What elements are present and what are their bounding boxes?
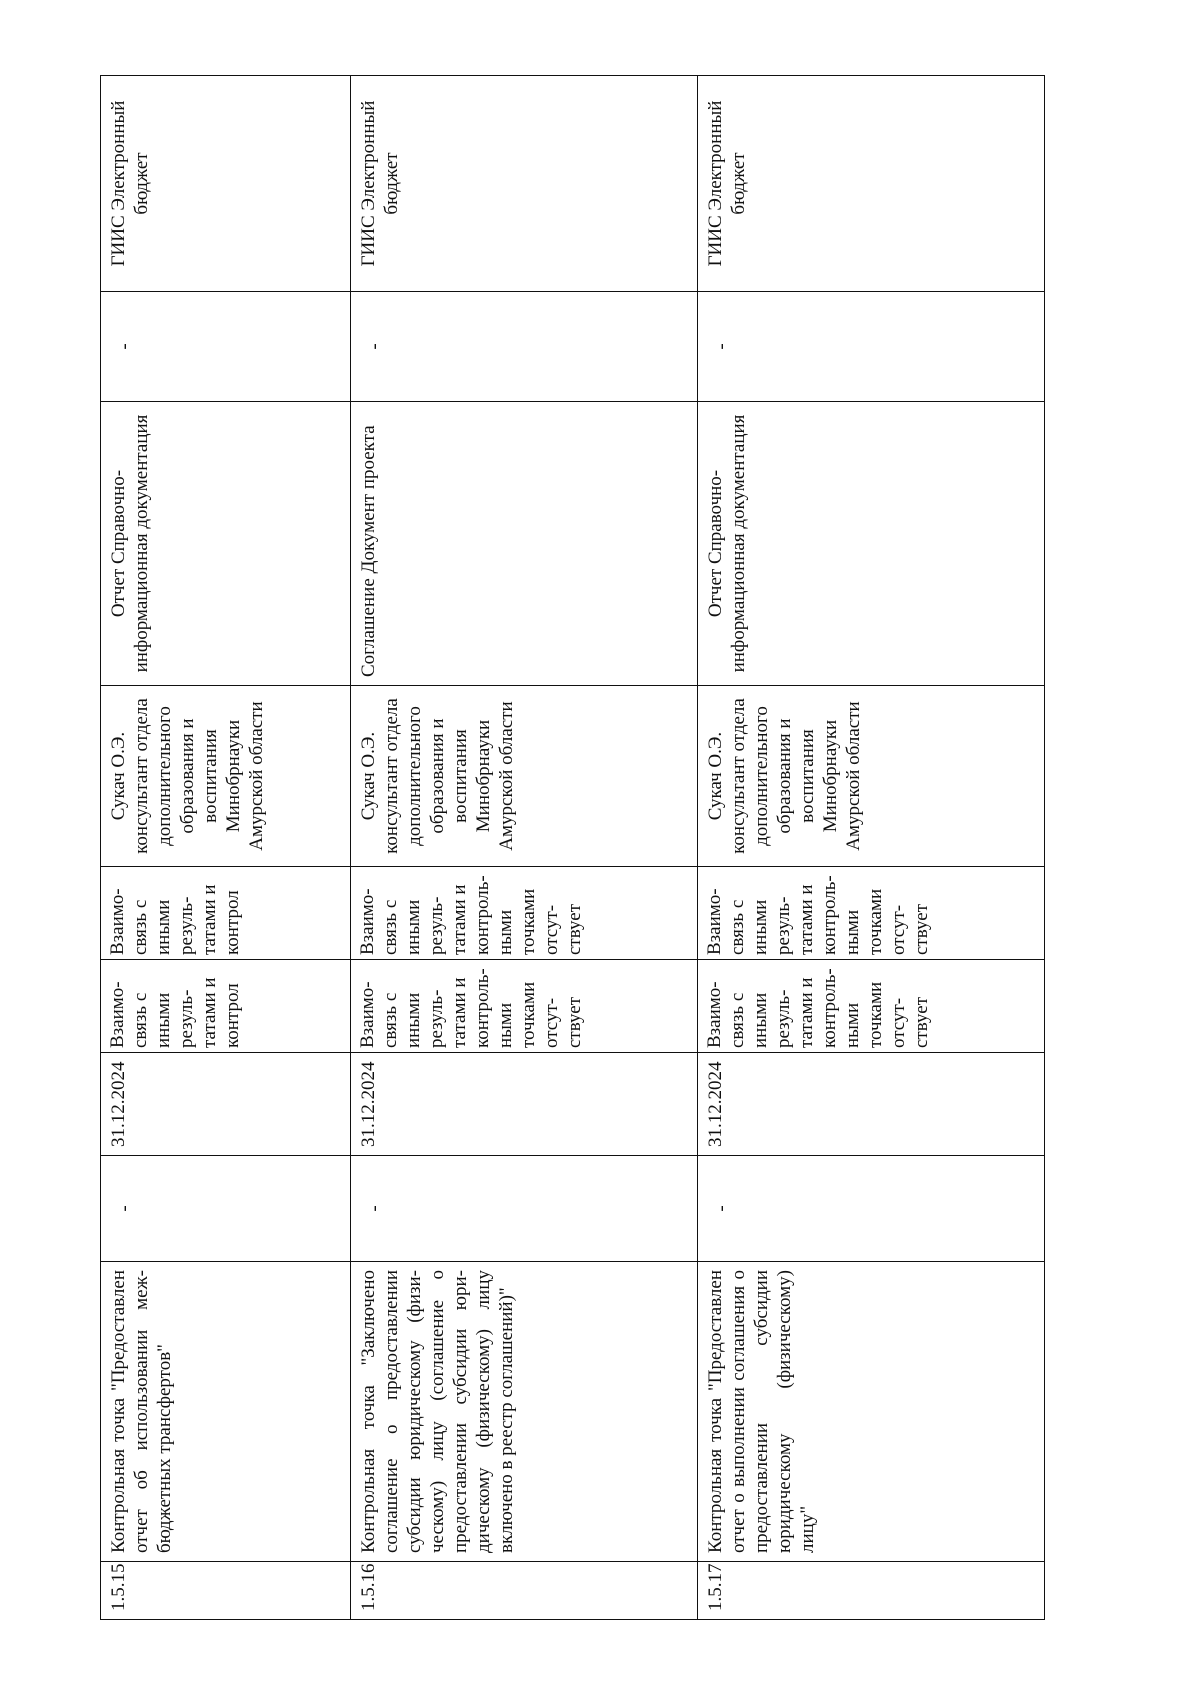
end-date: 31.12.2024 <box>351 1053 698 1156</box>
start-date: - <box>698 1156 1045 1262</box>
information-system: ГИИС Электронный бюджет <box>101 76 351 292</box>
control-point-name: Контрольная точка "Предоставлен отчет об использовании межбюджетных трансфертов" <box>101 1262 351 1562</box>
document-type: Соглашение Документ проекта <box>351 402 698 686</box>
control-point-name: Контрольная точка "Заключено соглашение о предоставлении субсидии юридическому (физическому) лицу (соглашение о предоставлении субсидии юридическому (физическому) лицу включено в реестр соглашений)" <box>351 1262 698 1562</box>
extra-info: - <box>698 292 1045 402</box>
control-points-table <box>100 75 1045 1620</box>
responsible-person: Сукач О.Э. консультант отдела дополнительного образования и воспитания Минобрнауки Амурской области <box>351 686 698 867</box>
predecessor-link: Взаимосвязь с иными результатами и контрольными точками отсутствует <box>698 960 1045 1053</box>
extra-info: - <box>351 292 698 402</box>
rotated-page-table <box>100 76 1045 1620</box>
row-number: 1.5.16 <box>351 1562 698 1620</box>
table-row <box>351 76 698 1620</box>
successor-link: Взаимосвязь с иными результатами и контрольными точками отсутствует <box>698 867 1045 960</box>
table-row <box>101 76 351 1620</box>
row-number: 1.5.17 <box>698 1562 1045 1620</box>
start-date: - <box>351 1156 698 1262</box>
predecessor-link: Взаимосвязь с иными результатами и контрольными точками отсутствует <box>351 960 698 1053</box>
document-type: Отчет Справочно-информационная документация <box>101 402 351 686</box>
control-point-name: Контрольная точка "Предоставлен отчет о выполнении соглашения о предоставлении субсидии юридическому (физическому) лицу" <box>698 1262 1045 1562</box>
successor-link: Взаимосвязь с иными результатами и контрол <box>101 867 351 960</box>
predecessor-link: Взаимосвязь с иными результатами и контрол <box>101 960 351 1053</box>
table-row <box>698 76 1045 1620</box>
information-system: ГИИС Электронный бюджет <box>351 76 698 292</box>
end-date: 31.12.2024 <box>698 1053 1045 1156</box>
extra-info: - <box>101 292 351 402</box>
information-system: ГИИС Электронный бюджет <box>698 76 1045 292</box>
document-type: Отчет Справочно-информационная документация <box>698 402 1045 686</box>
end-date: 31.12.2024 <box>101 1053 351 1156</box>
row-number: 1.5.15 <box>101 1562 351 1620</box>
successor-link: Взаимосвязь с иными результатами и контрольными точками отсутствует <box>351 867 698 960</box>
responsible-person: Сукач О.Э. консультант отдела дополнительного образования и воспитания Минобрнауки Амурской области <box>101 686 351 867</box>
start-date: - <box>101 1156 351 1262</box>
responsible-person: Сукач О.Э. консультант отдела дополнительного образования и воспитания Минобрнауки Амурской области <box>698 686 1045 867</box>
